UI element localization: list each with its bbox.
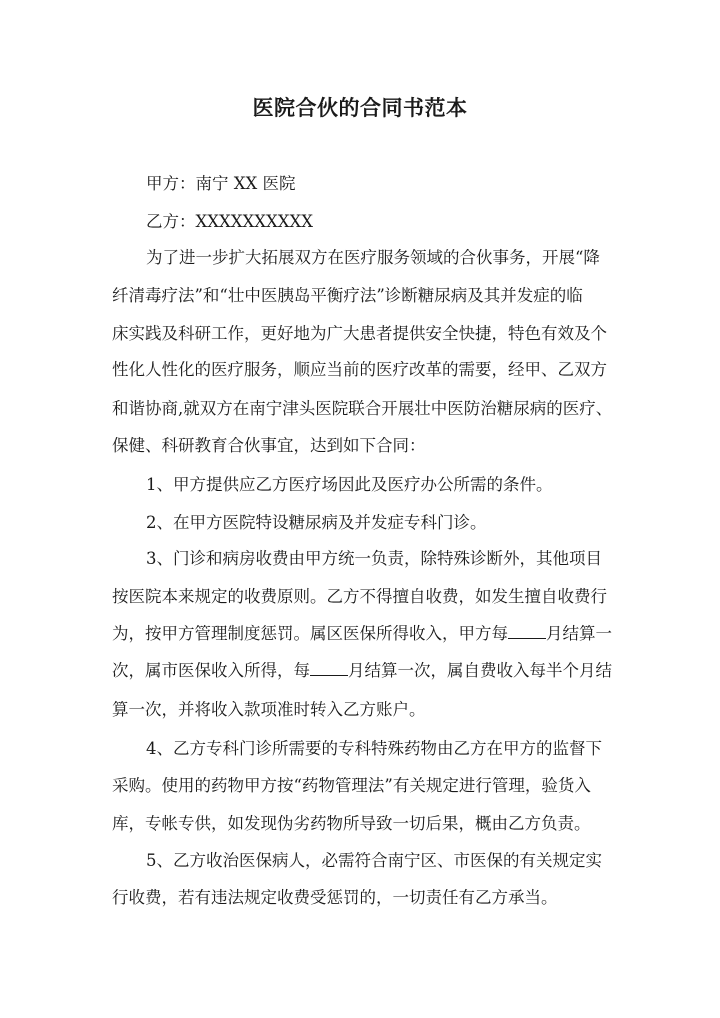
party-b: 乙方：XXXXXXXXXX [146,212,313,231]
blank-underline [508,624,546,639]
document-title: 医院合伙的合同书范本 [252,95,468,120]
blank-underline [310,661,348,676]
clause-3-line-1: 3、门诊和病房收费由甲方统一负责，除特殊诊断外，其他项目 [146,549,602,568]
clause-3-line-3-post: 月结算一 [546,624,612,643]
clause-4-line-1: 4、乙方专科门诊所需要的专科特殊药物由乙方在甲方的监督下 [146,739,602,758]
clause-3-line-4-pre: 次，属市医保收入所得，每 [112,661,310,680]
clause-4-line-2: 采购。使用的药物甲方按“药物管理法”有关规定进行管理，验货入 [112,776,591,795]
clause-3-line-4-post: 月结算一次，属自费收入每半个月结 [348,661,612,680]
preamble-line-5: 和谐协商,就双方在南宁津头医院联合开展壮中医防治糖尿病的医疗、 [112,399,613,418]
clause-3-line-4 [112,660,612,682]
preamble-line-1: 为了进一步扩大拓展双方在医疗服务领域的合伙事务，开展“降 [146,248,600,267]
clause-4-line-3: 库，专帐专供，如发现伪劣药物所导致一切后果，概由乙方负责。 [112,814,591,833]
clause-5-line-2: 行收费，若有违法规定收费受惩罚的，一切责任有乙方承当。 [112,888,558,907]
clause-3-line-2: 按医院本来规定的收费原则。乙方不得擅自收费，如发生擅自收费行 [112,587,607,606]
preamble-line-2: 纤清毒疗法”和“壮中医胰岛平衡疗法”诊断糖尿病及其并发症的临 [112,286,583,305]
clause-3-line-3-pre: 为，按甲方管理制度惩罚。属区医保所得收入，甲方每 [112,624,508,643]
clause-2: 2、在甲方医院特设糖尿病及并发症专科门诊。 [146,513,487,532]
preamble-line-3: 床实践及科研工作，更好地为广大患者提供安全快捷，特色有效及个 [112,324,607,343]
clause-3-line-5: 算一次，并将收入款项准时转入乙方账户。 [112,700,426,719]
preamble-line-6: 保健、科研教育合伙事宜，达到如下合同： [112,436,426,455]
clause-1: 1、甲方提供应乙方医疗场因此及医疗办公所需的条件。 [146,475,553,494]
party-a: 甲方：南宁 XX 医院 [146,174,296,193]
preamble-line-4: 性化人性化的医疗服务，顺应当前的医疗改革的需要，经甲、乙双方 [112,360,607,379]
clause-3-line-3 [112,623,612,645]
clause-5-line-1: 5、乙方收治医保病人，必需符合南宁区、市医保的有关规定实 [146,851,602,870]
